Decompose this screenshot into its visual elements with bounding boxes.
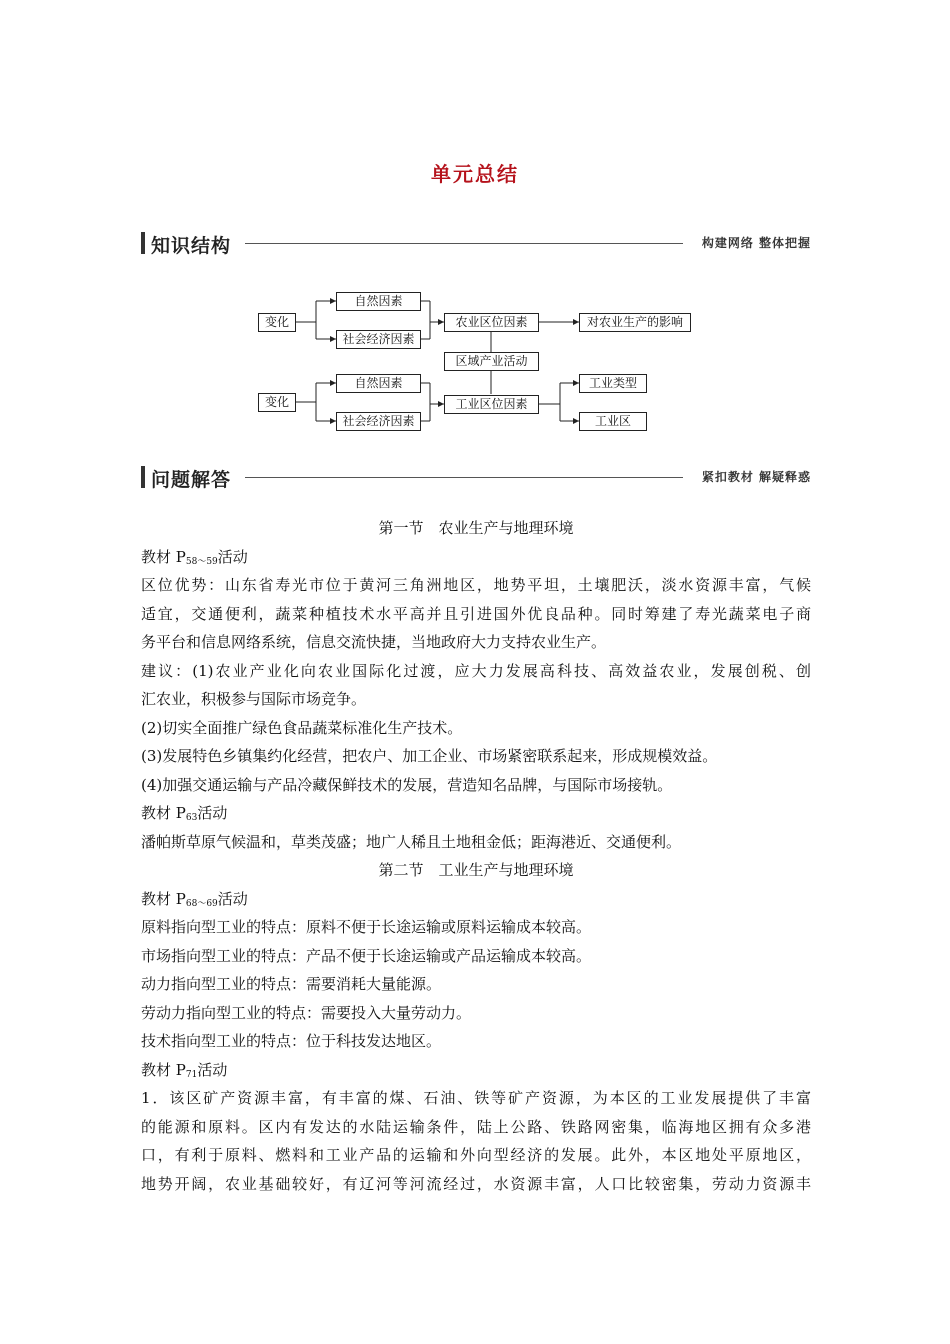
qa-content — [141, 514, 811, 1198]
textbook-ref: 教材 P63活动 — [141, 804, 228, 823]
section-divider — [245, 243, 683, 244]
section-bar — [141, 466, 145, 488]
box-change-bottom: 变化 — [258, 393, 296, 412]
box-natural-factors-bottom: 自然因素 — [336, 374, 421, 393]
box-social-economic-top: 社会经济因素 — [336, 330, 421, 349]
textbook-ref: 教材 P58～59活动 — [141, 547, 248, 567]
box-industry-zone: 工业区 — [579, 412, 647, 431]
paragraph-line: 原料指向型工业的特点：原料不便于长途运输或原料运输成本较高。 — [141, 918, 592, 936]
paragraph-line: 劳动力指向型工业的特点：需要投入大量劳动力。 — [141, 1003, 472, 1022]
paragraph-line: 动力指向型工业的特点：需要消耗大量能源。 — [141, 975, 442, 993]
section-header-qa — [141, 465, 811, 489]
box-change-top: 变化 — [258, 313, 296, 332]
textbook-ref: 教材 P68～69活动 — [141, 889, 248, 909]
box-industry-type: 工业类型 — [579, 374, 647, 393]
paragraph-line: 务平台和信息网络系统，信息交流快捷，当地政府大力支持农业生产。 — [141, 633, 607, 651]
box-industry-location: 工业区位因素 — [444, 395, 539, 414]
box-natural-factors-top: 自然因素 — [336, 292, 421, 311]
paragraph-line: 建议：(1)农业产业化向农业国际化过渡，应大力发展高科技、高效益农业，发展创税、创 — [141, 661, 811, 680]
paragraph-line: (2)切实全面推广绿色食品蔬菜标准化生产技术。 — [141, 718, 463, 737]
paragraph-line: 汇农业，积极参与国际市场竞争。 — [141, 690, 367, 708]
paragraph-line: 技术指向型工业的特点：位于科技发达地区。 — [141, 1032, 442, 1050]
paragraph-line: 市场指向型工业的特点：产品不便于长途运输或产品运输成本较高。 — [141, 946, 592, 965]
textbook-ref: 教材 P71活动 — [141, 1060, 228, 1080]
section-divider — [245, 477, 683, 478]
page-title: 单元总结 — [431, 162, 519, 186]
paragraph-line: 的能源和原料。区内有发达的水陆运输条件，陆上公路、铁路网密集，临海地区拥有众多港 — [141, 1117, 811, 1136]
paragraph-line: (3)发展特色乡镇集约化经营，把农户、加工企业、市场紧密联系起来，形成规模效益。 — [141, 747, 718, 765]
paragraph-line: 潘帕斯草原气候温和，草类茂盛；地广人稀且土地租金低；距海港近、交通便利。 — [141, 832, 682, 851]
section-label: 问题解答 — [151, 469, 232, 491]
section-title-industry: 第二节 工业生产与地理环境 — [378, 861, 574, 879]
paragraph-line: 1．该区矿产资源丰富，有丰富的煤、石油、铁等矿产资源，为本区的工业发展提供了丰富 — [141, 1089, 811, 1107]
box-agriculture-location: 农业区位因素 — [444, 313, 539, 332]
paragraph-line: 区位优势：山东省寿光市位于黄河三角洲地区，地势平坦，土壤肥沃，淡水资源丰富，气候 — [141, 576, 811, 594]
paragraph-line: 地势开阔，农业基础较好，有辽河等河流经过，水资源丰富，人口比较密集，劳动力资源丰 — [141, 1174, 811, 1193]
section-label: 知识结构 — [151, 235, 232, 257]
section-bar — [141, 232, 145, 254]
box-regional-industry: 区域产业活动 — [444, 352, 539, 371]
section-subtitle: 构建网络 整体把握 — [701, 236, 811, 250]
box-agriculture-effect: 对农业生产的影响 — [579, 313, 691, 332]
paragraph-line: 适宜，交通便利，蔬菜种植技术水平高并且引进国外优良品种。同时筹建了寿光蔬菜电子商 — [141, 604, 811, 623]
section-subtitle: 紧扣教材 解疑释惑 — [701, 470, 811, 484]
paragraph-line: (4)加强交通运输与产品冷藏保鲜技术的发展，营造知名品牌，与国际市场接轨。 — [141, 775, 673, 794]
box-social-economic-bottom: 社会经济因素 — [336, 412, 421, 431]
section-header-knowledge — [141, 231, 811, 255]
section-title-agriculture: 第一节 农业生产与地理环境 — [378, 519, 574, 537]
paragraph-line: 口，有利于原料、燃料和工业产品的运输和外向型经济的发展。此外，本区地处平原地区， — [141, 1146, 811, 1164]
